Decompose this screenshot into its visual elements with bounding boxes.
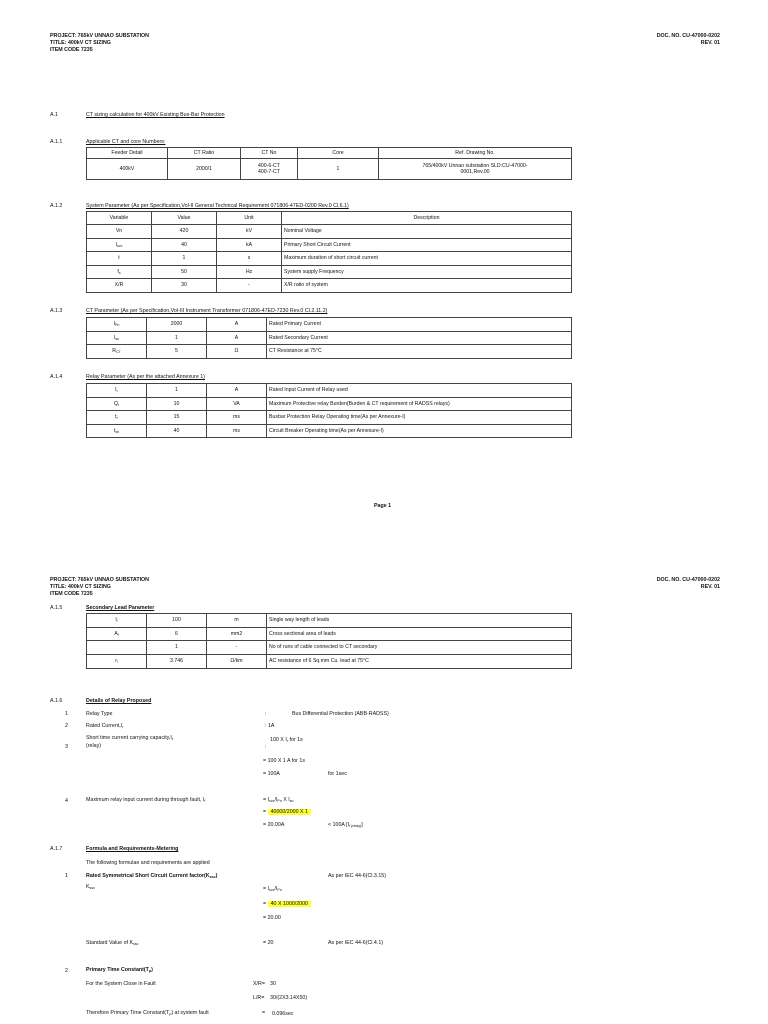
- rated-current-value: : 1A: [265, 723, 275, 729]
- header-item: ITEM CODE 7235: [50, 591, 93, 597]
- colon: :: [265, 711, 267, 717]
- header-project: PROJECT: 765kV UNNAO SUBSTATION: [50, 577, 149, 583]
- section-title-a16: Details of Relay Proposed: [86, 698, 152, 704]
- description-cell: No of runs of cable connected to CT secondary: [267, 641, 572, 655]
- description-cell: Maximum Protective relay Burden(Burden & CT requirement of RADSS relays): [267, 397, 572, 411]
- description-cell: Single way length of leads: [267, 614, 572, 628]
- unit-cell: kA: [217, 238, 282, 252]
- ct-no-cell: [241, 159, 298, 180]
- section-title-a12: System Parameter (As per Specification,Vol-II General Technical Requirement 071806-47ED-0200 Rev.0 Cl.6.1): [86, 203, 349, 209]
- description-cell: CT Resistance at 75°C: [267, 345, 572, 359]
- table-header: Description: [282, 212, 572, 225]
- short-time-step: = 100 X 1 A for 1s: [263, 758, 305, 764]
- max-relay-input-substitution: = 40000/2000 X 1: [263, 809, 311, 816]
- colon: :: [265, 744, 267, 750]
- table-row: [87, 641, 572, 655]
- max-relay-input-label: Maximum relay input current during through fault, $I_f$: [86, 797, 206, 803]
- variable-cell: [87, 641, 147, 655]
- table-row: [87, 614, 572, 628]
- table-header: Value: [152, 212, 217, 225]
- variable-cell: $A_l$: [87, 627, 147, 641]
- ct-parameter-table: [86, 317, 572, 359]
- kssc-standard-label: Standard Value of $K_{ssc}$: [86, 940, 139, 946]
- variable-cell: $I_{Pn}$: [87, 318, 147, 332]
- unit-cell: Ω/km: [207, 654, 267, 668]
- short-time-note: for 1sec: [328, 771, 347, 777]
- unit-cell: -: [217, 279, 282, 293]
- ref-drawing-cell: [379, 159, 572, 180]
- table-row: [87, 265, 572, 279]
- value-cell: 1: [147, 641, 207, 655]
- section-title-a17: Formula and Requirements-Metering: [86, 846, 179, 852]
- short-time-label-2: (relay): [86, 743, 102, 749]
- unit-cell: s: [217, 252, 282, 266]
- primary-time-constant-result-label: Therefore Primary Time $Constant(T_p)$ at system fault: [86, 1010, 209, 1016]
- header-item: ITEM CODE 7235: [50, 47, 93, 53]
- kssc-standard-reference: As per IEC 44-6(Cl.4.1): [328, 940, 384, 946]
- kssc-standard-value: = 20: [263, 940, 274, 946]
- description-cell: Nominal Voltage: [282, 225, 572, 239]
- table-header: Ref. Drawing No.: [379, 148, 572, 159]
- header-doc-no: DOC. NO. CU-47000-0202: [656, 577, 720, 583]
- description-cell: AC resistance of 6 Sq.mm Cu. lead at 75°C: [267, 654, 572, 668]
- value-cell: 40: [152, 238, 217, 252]
- table-header: Unit: [217, 212, 282, 225]
- system-parameter-table: [86, 211, 572, 293]
- ref-line-2: 0001,Rev.00: [460, 169, 490, 175]
- header-rev: REV. 01: [700, 584, 720, 590]
- value-cell: 1: [147, 331, 207, 345]
- value-cell: 100: [147, 614, 207, 628]
- description-cell: Primary Short Circuit Current: [282, 238, 572, 252]
- section-title-a14: Relay Parameter (As per the attached Annexure 1): [86, 374, 205, 380]
- item-number: 3: [65, 744, 68, 750]
- unit-cell: A: [207, 331, 267, 345]
- unit-cell: VA: [207, 397, 267, 411]
- unit-cell: ms: [207, 411, 267, 425]
- table-header: Core: [298, 148, 379, 159]
- section-title-a13: CT Parameter (As per Specification,Vol-III Instrument Transformer 071806-47ED-7230 Rev.0 Cl.2.11.2): [86, 308, 328, 314]
- kssc-symbol: $K_{ssc}$: [86, 884, 95, 890]
- table-row: [87, 279, 572, 293]
- unit-cell: mm2: [207, 627, 267, 641]
- value-cell: 10: [147, 397, 207, 411]
- section-title-a1: CT sizing calculation for 400kV Existing Bus-Bar Protection: [86, 112, 225, 118]
- value-cell: 3.746: [147, 654, 207, 668]
- max-relay-input-result: = 20.00A: [263, 822, 285, 828]
- relay-type-label: Relay Type: [86, 711, 113, 717]
- unit-cell: Hz: [217, 265, 282, 279]
- kssc-reference: As per IEC 44-6(Cl.3.15): [328, 873, 386, 879]
- primary-time-constant-label: Primary Time $Constant(T_p)$: [86, 967, 153, 973]
- section-number-a11: A.1.1: [50, 139, 63, 145]
- ct-ratio-cell: 2000/1: [168, 159, 241, 180]
- variable-cell: t: [87, 252, 152, 266]
- section-number-a16: A.1.6: [50, 698, 63, 704]
- description-cell: Cross sectional area of leads: [267, 627, 572, 641]
- lr-value: 30/(2X3.14X50): [270, 995, 308, 1001]
- header-rev: REV. 01: [700, 40, 720, 46]
- variable-cell: $I_{scc}$: [87, 238, 152, 252]
- description-cell: Maximum duration of short circuit current: [282, 252, 572, 266]
- header-title: TITLE: 400kV CT SIZING: [50, 584, 111, 590]
- table-row: [87, 331, 572, 345]
- table-row: [87, 159, 572, 180]
- section-number-a1: A.1: [50, 112, 58, 118]
- description-cell: System supply Frequency: [282, 265, 572, 279]
- table-row: [87, 384, 572, 398]
- feeder-cell: 400kV: [87, 159, 168, 180]
- value-cell: 15: [147, 411, 207, 425]
- max-relay-input-formula: = $I_{scc}/I_{Pn}$ X $I_{sn}$: [263, 797, 294, 803]
- value-cell: 2000: [147, 318, 207, 332]
- page-footer: Page 1: [374, 503, 392, 509]
- short-time-value: 100 X $I_r$ for 1s: [270, 737, 303, 743]
- table-row: [87, 318, 572, 332]
- description-cell: Rated Primary Current: [267, 318, 572, 332]
- header-doc-no: DOC. NO. CU-47000-0202: [656, 33, 720, 39]
- primary-time-constant-value: 0.096sec: [272, 1011, 294, 1017]
- section-title-a11: Applicable CT and core Numbers:: [86, 139, 166, 145]
- relay-type-value: Bus Differential Protection (ABB-RADSS): [292, 711, 389, 717]
- section-number-a12: A.1.2: [50, 203, 63, 209]
- xr-label: X/R=: [253, 981, 265, 987]
- lr-label: L/R=: [253, 995, 265, 1001]
- table-row: [87, 238, 572, 252]
- variable-cell: $I_{sn}$: [87, 331, 147, 345]
- system-close-in-fault-label: For the System Close in Fault: [86, 981, 156, 987]
- unit-cell: Ω: [207, 345, 267, 359]
- item-number: 2: [65, 723, 68, 729]
- table-header: Feeder Detail: [87, 148, 168, 159]
- kssc-substitution: = 40 X 1000/2000: [263, 901, 311, 908]
- short-time-label: Short time current carrying $capacity,I_t$: [86, 735, 173, 741]
- unit-cell: -: [207, 641, 267, 655]
- value-cell: 50: [152, 265, 217, 279]
- item-number: 1: [65, 711, 68, 717]
- table-row: [87, 424, 572, 438]
- value-cell: 40: [147, 424, 207, 438]
- section-number-a15: A.1.5: [50, 605, 63, 611]
- section-title-a15: Secondary Lead Parameter: [86, 605, 155, 611]
- table-header: CT Ratio: [168, 148, 241, 159]
- secondary-lead-table: [86, 613, 572, 669]
- variable-cell: $t_r$: [87, 411, 147, 425]
- description-cell: Circuit Breaker Operating time(As per Annexure-I): [267, 424, 572, 438]
- description-cell: Rated Input Current of Relay used: [267, 384, 572, 398]
- table-row: [87, 252, 572, 266]
- table-row: [87, 225, 572, 239]
- value-cell: 6: [147, 627, 207, 641]
- item-number: 4: [65, 798, 68, 804]
- variable-cell: $I_r$: [87, 384, 147, 398]
- description-cell: Rated Secondary Current: [267, 331, 572, 345]
- variable-cell: $f_s$: [87, 265, 152, 279]
- value-cell: 5: [147, 345, 207, 359]
- kssc-formula: = $I_{scc}/I_{Pn}$: [263, 886, 282, 892]
- table-row: [87, 654, 572, 668]
- max-relay-input-compare: < 100A $[I_{t (relay)}]$: [328, 822, 363, 828]
- description-cell: X/R ratio of system: [282, 279, 572, 293]
- ct-no-1: 400-6-CT: [258, 162, 280, 169]
- table-row: [87, 411, 572, 425]
- ct-core-table: [86, 147, 572, 180]
- header-title: TITLE: 400kV CT SIZING: [50, 40, 111, 46]
- rated-current-label: Rated $Current,I_r$: [86, 723, 124, 729]
- formula-intro: The following formulae and requirements are applied: [86, 860, 210, 866]
- value-cell: 420: [152, 225, 217, 239]
- table-header: Variable: [87, 212, 152, 225]
- section-number-a14: A.1.4: [50, 374, 63, 380]
- variable-cell: X/R: [87, 279, 152, 293]
- table-row: [87, 397, 572, 411]
- equals-sign: =: [262, 1010, 266, 1016]
- variable-cell: $t_{cb}$: [87, 424, 147, 438]
- value-cell: 1: [147, 384, 207, 398]
- description-cell: Busbar Protection Relay Operating time(As per Annexure-I): [267, 411, 572, 425]
- variable-cell: $r_l$: [87, 654, 147, 668]
- value-cell: 30: [152, 279, 217, 293]
- unit-cell: ms: [207, 424, 267, 438]
- variable-cell: $l_l$: [87, 614, 147, 628]
- system-parameter-rows: [87, 225, 572, 293]
- unit-cell: kV: [217, 225, 282, 239]
- table-header: CT No: [241, 148, 298, 159]
- variable-cell: $Q_r$: [87, 397, 147, 411]
- kssc-result: = 20.00: [263, 915, 281, 921]
- core-cell: 1: [298, 159, 379, 180]
- table-row: [87, 627, 572, 641]
- section-number-a13: A.1.3: [50, 308, 63, 314]
- ref-line-1: 765/400kV Unnao substation SLD:CU-47000-: [422, 162, 528, 169]
- ct-no-2: 400-7-CT: [258, 169, 280, 175]
- table-row: [87, 345, 572, 359]
- short-time-result: = 100A: [263, 771, 280, 777]
- item-number: 1: [65, 873, 68, 879]
- value-cell: 1: [152, 252, 217, 266]
- section-number-a17: A.1.7: [50, 846, 63, 852]
- unit-cell: A: [207, 384, 267, 398]
- relay-parameter-table: [86, 383, 572, 438]
- variable-cell: $R_{CT}$: [87, 345, 147, 359]
- item-number: 2: [65, 968, 68, 974]
- kssc-label: Rated Symmetrical Short Circuit Current $factor(K_{ssc})$: [86, 873, 218, 879]
- header-project: PROJECT: 765kV UNNAO SUBSTATION: [50, 33, 149, 39]
- variable-cell: Vn: [87, 225, 152, 239]
- xr-value: 30: [270, 981, 276, 987]
- unit-cell: m: [207, 614, 267, 628]
- unit-cell: A: [207, 318, 267, 332]
